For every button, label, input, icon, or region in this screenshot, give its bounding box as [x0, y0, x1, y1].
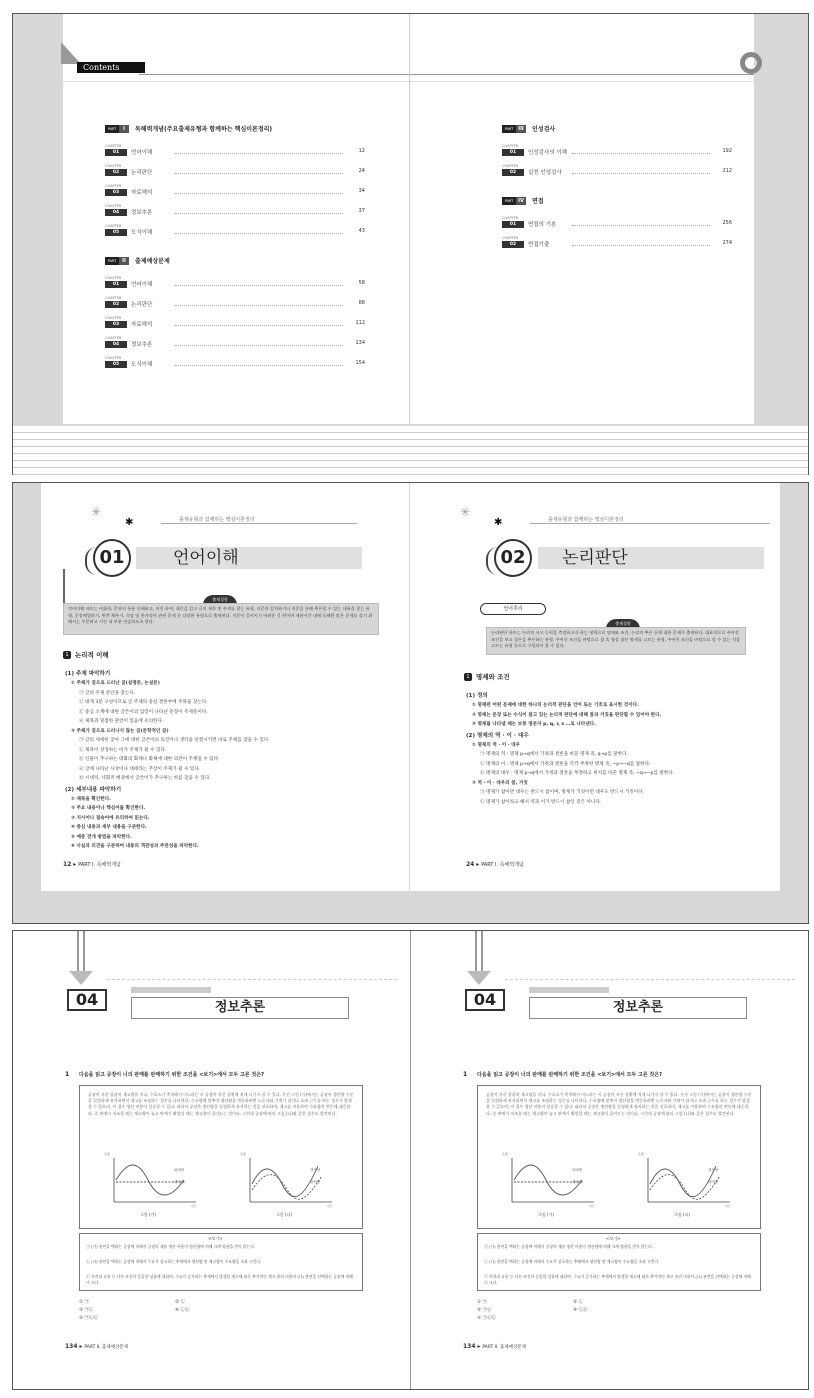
passage-box — [477, 1085, 761, 1229]
question-number: 1 — [65, 1071, 70, 1078]
answer-choice[interactable]: ③ ㉠㉡ — [477, 1308, 492, 1313]
part-title: 출제예상문제 — [135, 258, 170, 265]
chapter-tag: CHAPTER — [105, 224, 122, 228]
series-label: 판매량 — [310, 1180, 321, 1184]
chapter-tag: CHAPTER — [502, 164, 519, 168]
chapter-tag: CHAPTER — [105, 276, 122, 280]
intro-box: 논리판단 파트는 논리적 사고 능력을 측정하고자 하는 영역으로 명제와 조건, 논리적 추론 등에 대한 문제가 출제된다. 대표적으로 주어진 조건을 보고 결론을 추론하는 유형, 주어진 조건을 바탕으로 참 혹 항상 참인 명제를 고르는 유형, 주어진 조건을 바탕으로 할 수 있는 것을 고르는 유형 등으로 구성되어 볼 수 있다. — [486, 627, 746, 655]
chapter-arrow-icon — [77, 931, 85, 975]
toc-chapter-link[interactable] — [105, 296, 365, 310]
answer-choice[interactable]: ⑤ ㉠㉡㉢ — [477, 1316, 496, 1321]
figure-chart — [104, 1154, 204, 1210]
answer-choice[interactable]: ③ ㉠㉡ — [79, 1308, 94, 1313]
passage-text: 공장이 자신 상품의 재고량을 지니, 수요소가 축적해서 비느라는 지 공장이 자신 상황에 적게 나가자 할 수 있다. 우선 그림 (가)에서는 공장이 생산량 수준을 일정하게 유지하면서 재고를 조정하는 경우를 나타낸다. 수요량에 맞추어 생산량을 변동하려면 노동자와 기계가 쉬거나 초과 근무를 하는 경우가 발생할 수 있으며, 이 경우 생산 비용이 상승할 수 있다. 따라서 공장은 생산량을 일정하게 유지하는 것을 선호하며, 재고를 이용하여 수요량의 변동에 대응한다. 즉 판매가 저조할 때는 재고량이 늘고 판매가 활발할 때는 재고량이 줄어드는 것이다. 그런데 공장에 따라 그림 (나)와 같은 경우도 발견된다. — [486, 1092, 752, 1116]
toc-leader — [175, 285, 343, 286]
contents-label: Contents — [77, 62, 145, 73]
footer-part: PART Ⅱ. 출제예상문제 — [482, 1345, 526, 1350]
body-line: ㉠ 글의 세세한 찾아 그에 대한 글쓴이의 의견이나 생각을 연결시키면 바로 주제를 찾을 수 있다. — [79, 738, 270, 743]
part-number: I — [119, 125, 129, 133]
toc-chapter-link[interactable] — [502, 236, 732, 250]
chapter-tag: CHAPTER — [105, 356, 122, 360]
title-shade — [131, 987, 211, 993]
part-label: PART — [105, 257, 119, 265]
body-line: ① 주제가 겉으로 드러난 글(설명문, 논설문) — [71, 681, 160, 686]
chapter-number: 01 — [105, 149, 127, 156]
footer-part: PART Ⅱ. 출제예상문제 — [84, 1345, 128, 1350]
bogi-item: ㉡ (나) 관련을 택하는 공장에 비해서 수요가 감소하는 추세에서 생산량 및 재고량이 수요량을 초과 시킨다. — [484, 1259, 660, 1264]
toc-chapter-link[interactable] — [502, 216, 732, 230]
axis-label-y: 수량 — [104, 1152, 110, 1156]
chapter-page-number: 24 — [358, 168, 365, 174]
series-line-a — [252, 1166, 321, 1197]
toc-chapter-link[interactable] — [105, 276, 365, 290]
toc-leader — [572, 245, 710, 246]
figure-caption: 그림 (나) — [276, 1212, 292, 1217]
body-line: ② 명제는 문장 또는 수식이 참고 있는 논리적 판단에 대해 참과 거짓을 판단할 수 있어야 한다. — [472, 712, 662, 718]
chapter-number: 01 — [502, 149, 524, 156]
toc-leader — [175, 213, 343, 214]
bogi-box — [79, 1233, 363, 1291]
bogi-item: ㉠ (가) 관련을 택하는 공장에 비해서 공장의 재품 생산 비용이 생산량에 의해 크게 영향을 받지 않는다. — [484, 1244, 654, 1249]
chapter-tag: CHAPTER — [502, 236, 519, 240]
section-number-badge: 1 — [464, 673, 472, 681]
part-title: 독해력개념(주요출제유형과 함께하는 핵심이론정리) — [135, 126, 273, 133]
toc-leader — [175, 153, 343, 154]
chapter-title: 언어이해 — [131, 282, 153, 288]
chapter-tag: CHAPTER — [105, 336, 122, 340]
figure-chart — [638, 1154, 738, 1210]
body-line: ① 명제의 역 · 이 · 대우 — [472, 742, 521, 748]
chapter-title: 도식이해 — [131, 362, 153, 368]
bogi-item: ㉠ (가) 관련을 택하는 공장에 비해서 공장의 재품 생산 비용이 생산량에 의해 크게 영향을 받지 않는다. — [86, 1244, 256, 1249]
contents-corner-mark — [61, 42, 81, 64]
chapter-number: 02 — [502, 241, 524, 248]
chapter02-page — [410, 483, 780, 891]
problems-spread — [12, 930, 809, 1390]
chapter-tag: CHAPTER — [502, 144, 519, 148]
toc-chapter-link[interactable] — [502, 164, 732, 178]
body-line: ㉠ 명제가 참이면 대우는 반드시 참이며, 명제가 거짓이면 대우도 반드시 거짓이다. — [480, 790, 645, 795]
intro-badge: 출제경향 — [203, 595, 237, 605]
section-number-badge: 1 — [63, 651, 71, 659]
chapter-page-number: 212 — [722, 168, 732, 174]
chapter-number: 01 — [105, 281, 127, 288]
axis-label-y: 수량 — [240, 1152, 246, 1156]
chapter-number: 04 — [105, 341, 127, 348]
axis-label-y: 수량 — [638, 1152, 644, 1156]
globe-icon — [85, 547, 101, 575]
axis-label-y: 수량 — [502, 1152, 508, 1156]
body-line: ㉣ 글에 나타난 사상이나 대세라는 주장이 주제가 될 수 있다. — [79, 766, 201, 772]
problem-page-right — [411, 931, 807, 1389]
chapter-number: 05 — [105, 229, 127, 236]
body-line: ⑥ 사실과 의견을 구분하여 내용의 객관성과 주관성을 파악한다. — [71, 844, 199, 849]
chapter-tag: CHAPTER — [502, 216, 519, 220]
page-number: 134 — [65, 1343, 78, 1350]
toc-leader — [175, 325, 343, 326]
toc-chapter-link[interactable] — [105, 336, 365, 350]
axis-label-x: 시간 — [326, 1204, 332, 1208]
bogi-item: ㉢ 가격과 유통 등 다른 조건이 동일한 상품에 대하여, 수요가 증가하는 추세에서 발생한 재고에 따른 추가적인 재고 관리 비용이 (나) 관련을 선택하는 공장에 비해 더 크다. — [484, 1274, 751, 1285]
chapter-page-number: 12 — [358, 148, 365, 154]
chapter-title: 자료해석 — [131, 190, 153, 196]
chapter-tag: CHAPTER — [105, 164, 122, 168]
body-line: ㉢ 인물이 추구하는 대화의 화제나 화제에 대한 의견이 주제일 수 있다. — [79, 757, 220, 762]
chapter-number: 02 — [502, 169, 524, 176]
chapter-arrow-icon — [475, 931, 483, 975]
body-line: ㉡ 대개 3문 구성이므로 글 주제의 중심 결론부에 주목을 찾는다. — [79, 700, 208, 705]
part-heading — [502, 196, 732, 206]
chapter-number: 02 — [105, 301, 127, 308]
bogi-item: ㉡ (나) 관련을 택하는 공장에 비해서 수요가 감소하는 추세에서 생산량 및 재고량이 수요량을 초과 시킨다. — [86, 1259, 262, 1264]
series-line-b — [650, 1175, 720, 1200]
toc-chapter-link[interactable] — [105, 204, 365, 218]
chapter-title: 정보추론 — [529, 997, 747, 1019]
toc-leader — [572, 173, 710, 174]
subsection-heading: (1) 정의 — [466, 693, 488, 699]
chapter-title: 실전 인성검사 — [528, 170, 562, 176]
answer-choice[interactable]: ④ ㉡㉢ — [175, 1308, 190, 1313]
part-label: PART — [502, 197, 516, 205]
axis-label-x: 시간 — [724, 1204, 730, 1208]
chapter-page-number: 154 — [355, 360, 365, 366]
page-footer: 12 ▸ PART Ⅰ. 독해력개념 — [63, 861, 121, 868]
body-line: ② 주요 내용이나 핵심어를 확인한다. — [71, 806, 146, 811]
part-heading — [502, 124, 732, 134]
running-header: 출제유형과 함께하는 핵심이론정리 — [179, 517, 255, 523]
page-footer: 134 ▸ PART Ⅱ. 출제예상문제 — [463, 1343, 526, 1350]
chapter-page-number: 256 — [722, 220, 732, 226]
running-header: 출제유형과 함께하는 핵심이론정리 — [548, 517, 624, 523]
body-line: ⑤ 예증 전개 방법을 파악한다. — [71, 834, 132, 840]
chapter-number: 01 — [502, 221, 524, 228]
bogi-label: <보기> — [208, 1236, 223, 1241]
intro-box: 언어이해 파트는 어휘력, 문단의 통용 독해하고, 어진 하여, 대응을 읽고 글의 제목 및 주제를 찾는 유형, 지문과 일치하거나 지문을 통해 추론할 수 있는 내용을 찾는 유형, 문장배열하기, 빈칸 채우기, 속담 및 한자성어 관련 문제 등 다양한 유형으로 출제된다. 지문이 길어지기 어려운 긴 편이며 제한시간 내에 독해한 많은 문제를 풀기 위해서는 꾸준하고 시간 내 부분 연습하도록 한다. — [63, 603, 379, 635]
part-title: 인성검사 — [532, 126, 556, 133]
page-footer: 134 ▸ PART Ⅱ. 출제예상문제 — [65, 1343, 128, 1350]
toc-leader — [175, 173, 343, 174]
body-line: ③ 지시어나 접속어에 유의하여 읽는다. — [71, 815, 150, 821]
question-text: 다음을 읽고 공장이 너의 판매를 판매하기 위한 조건을 <보기>에서 모두 고른 것은? — [477, 1072, 662, 1078]
bogi-box — [477, 1233, 761, 1291]
section-title: 논리적 이해 — [75, 651, 109, 659]
body-line: ㉠ 명제의 역 : 명제 p→q에서 가정과 결론을 바꾼 명제 즉, q→p를 말한다. — [480, 752, 629, 757]
toc-leader — [175, 233, 343, 234]
chapter-number-badge: 01 — [93, 539, 131, 577]
chapter-title: 논리판단 — [131, 302, 153, 308]
chapter-page-number: 134 — [355, 340, 365, 346]
chapter-title: 자료해석 — [131, 322, 153, 328]
part-title: 면접 — [532, 198, 544, 205]
toc-leader — [175, 193, 343, 194]
chapter01-page — [41, 483, 409, 891]
toc-leader — [572, 153, 710, 154]
chapter-tag: CHAPTER — [105, 184, 122, 188]
chapter-number: 02 — [105, 169, 127, 176]
toc-chapter-link[interactable] — [105, 316, 365, 330]
body-line: ㉡ 명제가 참이라고 해서 역과 이가 반드시 참인 것은 아니다. — [480, 799, 602, 805]
asterisk-icon: ✱ — [494, 517, 503, 528]
chapter-number: 04 — [105, 209, 127, 216]
chapter-number-badge: 02 — [494, 539, 532, 577]
chapter-page-number: 274 — [722, 240, 732, 246]
answer-choice[interactable]: ⑤ ㉠㉡㉢ — [79, 1316, 98, 1321]
contents-corner-ornament — [740, 52, 762, 74]
chapter-title: 도식이해 — [131, 230, 153, 236]
part-number: IV — [516, 197, 526, 205]
problem-page-left — [13, 931, 409, 1389]
chapter-tag: CHAPTER — [105, 204, 122, 208]
chapter-page-number: 43 — [358, 228, 365, 234]
arrow-head — [69, 971, 93, 985]
part-number: II — [119, 257, 129, 265]
body-line: ① 제목을 확인한다. — [71, 796, 111, 802]
chapter-page-number: 192 — [722, 148, 732, 154]
contents-left-page — [63, 14, 410, 424]
axis-label-x: 시간 — [588, 1204, 594, 1208]
toc-chapter-link[interactable] — [105, 144, 365, 158]
toc-leader — [572, 225, 710, 226]
axis-label-x: 시간 — [190, 1204, 196, 1208]
body-line: ㉤ 시대적, 사회적 배경에서 글쓴이가 추구하는 바를 찾을 수 있다. — [79, 776, 211, 781]
subsection-heading: (1) 주제 파악하기 — [65, 671, 111, 677]
figure-caption: 그림 (나) — [674, 1212, 690, 1217]
chapter-title: 정보추론 — [131, 210, 153, 216]
series-label: 생산량 — [708, 1168, 719, 1172]
part-label: PART — [502, 125, 516, 133]
body-line: ㉢ 명제의 대우 : 명제 p→q에서 가정과 결론을 부정하고 위치를 바꾼 명제 즉, ~q→~p를 말한다. — [480, 771, 675, 776]
arrow-head — [467, 971, 491, 985]
part-label: PART — [105, 125, 119, 133]
answer-choice[interactable]: ② ㉡ — [175, 1300, 185, 1305]
asterisk-icon: ✳ — [91, 505, 102, 519]
page-footer: 24 ▸ PART Ⅰ. 독해력개념 — [466, 861, 524, 868]
answer-choice[interactable]: ④ ㉡㉢ — [573, 1308, 588, 1313]
chapter-number: 03 — [105, 321, 127, 328]
series-line-a — [650, 1166, 719, 1197]
figure-caption: 그림 (가) — [140, 1212, 156, 1217]
chapter-page-number: 112 — [355, 320, 365, 326]
chapter-title: 언어이해 — [173, 548, 239, 568]
chapter-title: 인성검사의 이해 — [528, 150, 567, 156]
figure-chart — [502, 1154, 602, 1210]
contents-top-rule — [139, 74, 409, 75]
chapter-number: 05 — [105, 361, 127, 368]
body-line: ③ 명제를 나타낼 때는 보통 영문자 p, q, r, s …로 나타낸다. — [472, 722, 596, 727]
part-heading — [105, 256, 365, 266]
figure-chart — [240, 1154, 340, 1210]
series-label: 판매량 — [708, 1180, 719, 1184]
chapter-page-number: 34 — [358, 188, 365, 194]
body-line: ④ 중심 내용과 세부 내용을 구분한다. — [71, 825, 147, 830]
chapter-title: 논리판단 — [131, 170, 153, 176]
bogi-item: ㉢ 가격과 유통 등 다른 조건이 동일한 상품에 대하여, 수요가 증가하는 추세에서 발생한 재고에 따른 추가적인 재고 관리 비용이 (나) 관련을 선택하는 공장에 비해 더 크다. — [86, 1274, 353, 1285]
chapter-title: 정보추론 — [131, 997, 349, 1019]
figure-caption: 그림 (가) — [538, 1212, 554, 1217]
body-line: ㉠ 글의 주제 문단을 찾는다. — [79, 690, 136, 696]
asterisk-icon: ✱ — [125, 517, 134, 528]
series-label: 생산량 — [572, 1180, 583, 1184]
series-label: 판매량 — [572, 1168, 583, 1172]
series-label: 생산량 — [310, 1168, 321, 1172]
subsection-heading: (2) 명제의 역 · 이 · 대우 — [466, 732, 529, 739]
subsection-heading: (2) 세부내용 파악하기 — [65, 786, 122, 793]
toc-leader — [175, 305, 343, 306]
chapter-tag: CHAPTER — [105, 316, 122, 320]
chapter-page-number: 37 — [358, 208, 365, 214]
toc-chapter-link[interactable] — [105, 184, 365, 198]
part-heading — [105, 124, 365, 134]
asterisk-icon: ✳ — [460, 505, 471, 519]
body-line: ② 역 · 이 · 대우의 참, 거짓 — [472, 780, 528, 786]
part-number: III — [516, 125, 526, 133]
chapter-title-bar — [136, 547, 362, 569]
section-title: 명제와 조건 — [476, 673, 510, 681]
chapters-spread — [12, 482, 809, 924]
chapter-title: 면접기출 — [528, 242, 550, 248]
chapter-tag: CHAPTER — [105, 296, 122, 300]
title-rule — [505, 979, 795, 980]
topic-pill: 언어추리 — [480, 603, 546, 615]
passage-text: 공장이 자신 상품의 재고량을 지니, 수요소가 축적해서 비느라는 지 공장이 자신 상황에 적게 나가자 할 수 있다. 우선 그림 (가)에서는 공장이 생산량 수준을 일정하게 유지하면서 재고를 조정하는 경우를 나타낸다. 수요량에 맞추어 생산량을 변동하려면 노동자와 기계가 쉬거나 초과 근무를 하는 경우가 발생할 수 있으며, 이 경우 생산 비용이 상승할 수 있다. 따라서 공장은 생산량을 일정하게 유지하는 것을 선호하며, 재고를 이용하여 수요량의 변동에 대응한다. 즉 판매가 저조할 때는 재고량이 늘고 판매가 활발할 때는 재고량이 줄어드는 것이다. 그런데 공장에 따라 그림 (나)와 같은 경우도 발견된다. — [88, 1092, 354, 1116]
series-line-b — [252, 1175, 322, 1200]
toc-leader — [175, 345, 343, 346]
chapter-number-box: 04 — [67, 989, 107, 1011]
toc-chapter-link[interactable] — [105, 164, 365, 178]
contents-spread — [12, 13, 809, 475]
toc-chapter-link[interactable] — [105, 356, 365, 370]
chapter-page-number: 58 — [358, 280, 365, 286]
chapter-number-box: 04 — [465, 989, 505, 1011]
toc-chapter-link[interactable] — [502, 144, 732, 158]
globe-icon — [486, 547, 502, 575]
chapter-title: 정보추론 — [131, 342, 153, 348]
bogi-label: <보기> — [606, 1236, 621, 1241]
body-line: ㉡ 명제의 이 : 명제 p→q에서 가정과 결론을 각각 부정한 명제 즉, ~p→~q를 말한다. — [480, 761, 651, 767]
contents-right-page — [410, 14, 754, 424]
chapter-number: 03 — [105, 189, 127, 196]
body-line: ㉣ 제목과 밀접한 관련이 있음에 유의한다. — [79, 719, 164, 724]
chapter-title: 논리판단 — [562, 548, 628, 568]
toc-leader — [175, 365, 343, 366]
answer-choice[interactable]: ② ㉡ — [573, 1300, 583, 1305]
intro-badge: 출제경향 — [606, 619, 640, 629]
body-line: ① 명제란 어떤 문제에 대한 하나의 논리적 판단을 언어 또는 기호로 표시한 것이다. — [472, 703, 639, 708]
contents-ruled-strip — [13, 426, 808, 475]
chapter-title: 면접의 기본 — [528, 222, 557, 228]
answer-choice[interactable]: ① ㉠ — [79, 1300, 89, 1305]
series-label: 판매량 — [174, 1168, 185, 1172]
question-number: 1 — [463, 1071, 468, 1078]
page-number: 134 — [463, 1343, 476, 1350]
body-line: ㉢ 중심 소재에 대한 글쓴이의 입장이 나타난 문장이 주제문이다. — [79, 709, 208, 715]
title-rule — [107, 979, 397, 980]
answer-choice[interactable]: ① ㉠ — [477, 1300, 487, 1305]
series-label: 생산량 — [174, 1180, 185, 1184]
passage-box — [79, 1085, 363, 1229]
body-line: ㉡ 제목이 상징하는 바가 주제가 될 수 있다. — [79, 747, 167, 753]
chapter-tag: CHAPTER — [105, 144, 122, 148]
title-shade — [529, 987, 609, 993]
question-text: 다음을 읽고 공장이 너의 판매를 판매하기 위한 조건을 <보기>에서 모두 고른 것은? — [79, 1072, 264, 1078]
chapter-title: 언어이해 — [131, 150, 153, 156]
body-line: ② 주제가 겉으로 드러나지 않는 글(문학적인 글) — [71, 728, 169, 734]
toc-chapter-link[interactable] — [105, 224, 365, 238]
chapter-page-number: 88 — [358, 300, 365, 306]
